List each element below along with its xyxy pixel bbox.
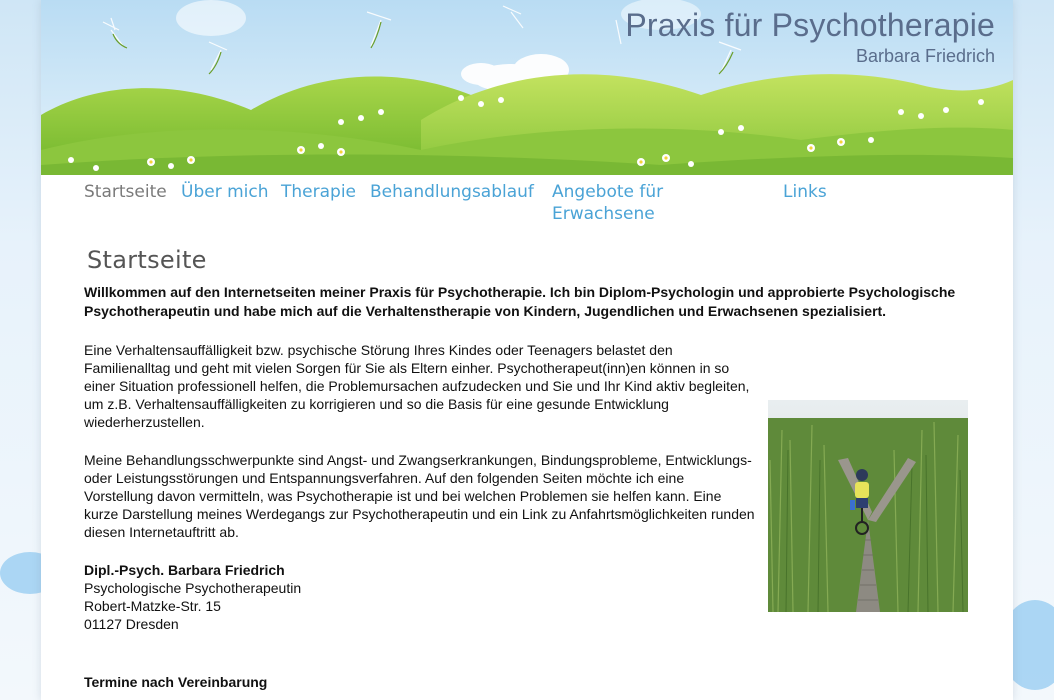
site-subtitle: Barbara Friedrich bbox=[855, 46, 995, 66]
contact-signature bbox=[84, 561, 484, 633]
signature-street: Robert-Matzke-Str. 15 bbox=[84, 598, 221, 614]
boardwalk-photo bbox=[768, 400, 968, 612]
main-navigation bbox=[41, 180, 1013, 230]
signature-city: 01127 Dresden bbox=[84, 616, 179, 632]
site-title-block bbox=[625, 6, 995, 67]
intro-text: Willkommen auf den Internetseiten meiner Praxis für Psychotherapie. Ich bin Diplom-Psychologin und approbierte Psychologische Psychotherapeutin und habe mich auf die Verhaltenstherapie von Kindern, Jugendlichen und Erwachsenen spezialisiert. bbox=[84, 284, 956, 319]
site-title: Praxis für Psychotherapie bbox=[625, 7, 995, 43]
page-title: Startseite bbox=[87, 246, 207, 274]
appointment-note: Termine nach Vereinbarung bbox=[84, 674, 268, 690]
header-banner bbox=[41, 0, 1013, 175]
nav-item-links[interactable]: Links bbox=[783, 182, 827, 202]
page-container bbox=[41, 0, 1013, 700]
nav-item-ueber-mich[interactable]: Über mich bbox=[181, 182, 269, 202]
paragraph-behavior: Eine Verhaltensauffälligkeit bzw. psychische Störung Ihres Kindes oder Teenagers belastet den Familienalltag und geht mit vielen Sorgen für Sie als Eltern einher. Psychotherapeut(inn)en können in so einer Situation professionell helfen, die Problemursachen aufzudecken und Sie und Ihr Kind aktiv begleiten, um z.B. Verhaltensauffälligkeiten zu korrigieren und so die Basis für eine gesunde Entwicklung wiederherzustellen. bbox=[84, 342, 750, 430]
signature-role: Psychologische Psychotherapeutin bbox=[84, 580, 302, 596]
nav-item-startseite[interactable]: Startseite bbox=[84, 182, 167, 202]
nav-item-behandlungsablauf[interactable]: Behandlungsablauf bbox=[370, 182, 534, 202]
nav-item-angebote-erwachsene[interactable]: Angebote für Erwachsene bbox=[552, 182, 664, 224]
signature-name: Dipl.-Psych. Barbara Friedrich bbox=[84, 562, 285, 578]
nav-item-therapie[interactable]: Therapie bbox=[281, 182, 356, 202]
paragraph-focus-areas: Meine Behandlungsschwerpunkte sind Angst- und Zwangserkrankungen, Bindungsprobleme, Entwicklungs- oder Leistungsstörungen und Entspannungsverfahren. Auf den folgenden Seiten möchte ich eine Vorstellung davon vermitteln, was Psychotherapie ist und bei welchen Problemen sie helfen kann. Eine kurze Darstellung meines Werdegangs zur Psychotherapeutin und ein Link zu Anfahrtsmöglichkeiten runden diesen Internetauftritt ab. bbox=[84, 452, 755, 540]
